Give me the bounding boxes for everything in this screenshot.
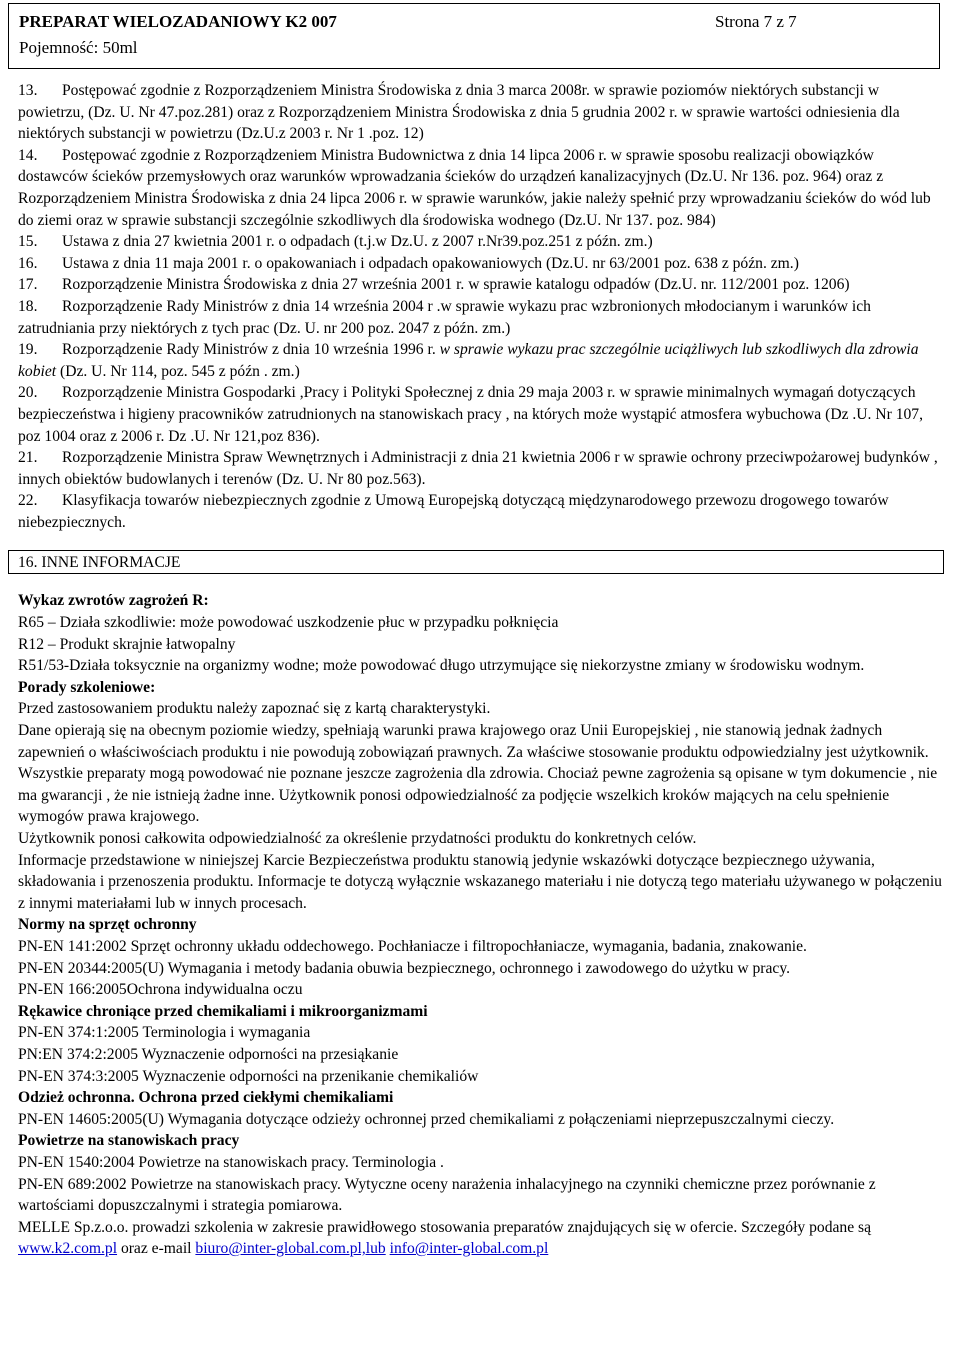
footer-note bbox=[18, 1217, 944, 1260]
item-number: 22. bbox=[18, 492, 38, 510]
email-link-biuro[interactable]: biuro@inter-global.com.pl,lub bbox=[195, 1240, 386, 1258]
gloves-list bbox=[18, 1022, 944, 1087]
item-text-italic: w sprawie wykazu prac szczególnie uciążliwych lub szkodliwych dla zdrowia kobiet bbox=[18, 341, 919, 380]
section-header-box bbox=[8, 550, 944, 574]
text-line: Dane opierają się na obecnym poziomie wiedzy, spełniają warunki prawa krajowego oraz Unii Europejskiej , nie stanowią jednak żadnych zapewnień o właściwościach produktu i nie powodują zobowiązań prawnych. Za właściwe stosowanie produktu odpowiedzialny jest użytkownik. Wszystkie preparaty mogą powodować nie poznane jeszcze zagrożenia dla zdrowia. Chociaż pewne zagrożenia są opisane w tym dokumencie , nie ma gwarancji , że nie istnieją żadne inne. Użytkownik ponosi odpowiedzialność za podjęcie wszelkich kroków mających na celu spełnienie wymogów prawa krajowego. bbox=[18, 722, 938, 826]
gloves-heading: Rękawice chroniące przed chemikaliami i mikroorganizmami bbox=[18, 1002, 428, 1020]
list-item bbox=[18, 296, 944, 339]
item-number: 16. bbox=[18, 254, 38, 272]
item-number: 18. bbox=[18, 297, 38, 315]
text-line: R51/53-Działa toksycznie na organizmy wodne; może powodować długo utrzymujące się niekorzystne zmiany w środowisku wodnym. bbox=[18, 657, 865, 675]
list-item bbox=[18, 339, 944, 382]
item-text: Ustawa z dnia 11 maja 2001 r. o opakowaniach i odpadach opakowaniowych (Dz.U. nr 63/2001 poz. 638 z późn. zm.) bbox=[62, 254, 799, 272]
item-number: 19. bbox=[18, 341, 38, 359]
text-line: PN-EN 20344:2005(U) Wymagania i metody badania obuwia bezpiecznego, ochronnego i zawodowego do użytku w pracy. bbox=[18, 959, 791, 977]
list-item bbox=[18, 490, 944, 533]
item-text: Rozporządzenie Rady Ministrów z dnia 14 września 2004 r .w sprawie wykazu prac wzbronionych młodocianym i warunków ich zatrudniania przy niektórych z tych prac (Dz. U. nr 200 poz. 2047 z późn. zm.) bbox=[18, 297, 871, 337]
list-item bbox=[18, 447, 944, 490]
text-line: PN-EN 374:1:2005 Terminologia i wymagania bbox=[18, 1024, 311, 1042]
text-line: Użytkownik ponosi całkowita odpowiedzialność za określenie przydatności produktu do konkretnych celów. bbox=[18, 830, 697, 847]
document-content bbox=[18, 80, 944, 1260]
item-number: 21. bbox=[18, 449, 38, 467]
section-body bbox=[18, 590, 944, 1259]
text-line: PN-EN 374:3:2005 Wyznaczenie odporności na przenikanie chemikaliów bbox=[18, 1067, 479, 1085]
email-link-info[interactable]: info@inter-global.com.pl bbox=[389, 1240, 549, 1258]
r-phrases-heading: Wykaz zwrotów zagrożeń R: bbox=[18, 592, 209, 610]
item-text: Rozporządzenie Rady Ministrów z dnia 10 września 1996 r. bbox=[62, 341, 440, 359]
ppe-list bbox=[18, 936, 944, 1001]
item-text: Rozporządzenie Ministra Spraw Wewnętrznych i Administracji z dnia 21 kwietnia 2006 r w sprawie ochrony przeciwpożarowej budynków , innych obiektów budowlanych i terenów (Dz. U. Nr 80 poz.563). bbox=[18, 449, 938, 488]
clothing-heading: Odzież ochronna. Ochrona przed ciekłymi chemikaliami bbox=[18, 1089, 394, 1107]
footer-text: oraz e-mail bbox=[117, 1240, 196, 1258]
air-list bbox=[18, 1152, 944, 1217]
item-number: 15. bbox=[18, 233, 38, 251]
page-indicator: Strona 7 z 7 bbox=[715, 12, 797, 31]
text-line: R65 – Działa szkodliwie: może powodować uszkodzenie płuc w przypadku połknięcia bbox=[18, 614, 559, 632]
item-text: Ustawa z dnia 27 kwietnia 2001 r. o odpadach (t.j.w Dz.U. z 2007 r.Nr39.poz.251 z późn. zm.) bbox=[62, 233, 653, 251]
list-item bbox=[18, 274, 944, 296]
text-line: PN-EN 166:2005Ochrona indywidualna oczu bbox=[18, 981, 303, 999]
air-heading: Powietrze na stanowiskach pracy bbox=[18, 1132, 240, 1150]
text-line: PN-EN 141:2002 Sprzęt ochronny układu oddechowego. Pochłaniacze i filtropochłaniacze, wymagania, badania, znakowanie. bbox=[18, 937, 807, 955]
list-item bbox=[18, 253, 944, 275]
item-number: 14. bbox=[18, 146, 38, 164]
item-text: (Dz. U. Nr 114, poz. 545 z późn . zm.) bbox=[56, 362, 300, 380]
item-number: 13. bbox=[18, 82, 38, 99]
text-line: PN-EN 689:2002 Powietrze na stanowiskach pracy. Wytyczne oceny narażenia inhalacyjnego na czynniki chemiczne przez porównanie z wartościami dopuszczalnymi i strategia pomiarowa. bbox=[18, 1175, 876, 1215]
header-box bbox=[8, 3, 940, 69]
r-phrases-list bbox=[18, 612, 944, 677]
ppe-heading: Normy na sprzęt ochronny bbox=[18, 916, 197, 934]
item-number: 20. bbox=[18, 384, 38, 402]
item-text: Postępować zgodnie z Rozporządzeniem Ministra Budownictwa z dnia 14 lipca 2006 r. w sprawie sposobu realizacji obowiązków dostawców ścieków przemysłowych oraz warunków wprowadzania ścieków do urządzeń kanalizacyjnych (Dz.U. Nr 136. poz. 964) oraz z Rozporządzeniem Ministra Środowiska z dnia 24 lipca 2006 r. w sprawie warunków, jakie należy spełnić przy wprowadzaniu ścieków do wód lub do ziemi oraz w sprawie substancji szczególnie szkodliwych dla środowiska wodnego (Dz.U. Nr 137. poz. 984) bbox=[18, 146, 931, 229]
item-text: Rozporządzenie Ministra Środowiska z dnia 27 września 2001 r. w sprawie katalogu odpadów (Dz.U. nr. 112/2001 poz. 1206) bbox=[62, 276, 850, 294]
list-item bbox=[18, 80, 944, 145]
website-link[interactable]: www.k2.com.pl bbox=[18, 1240, 118, 1258]
capacity-label: Pojemność: 50ml bbox=[19, 38, 138, 57]
text-line: R12 – Produkt skrajnie łatwopalny bbox=[18, 635, 236, 653]
regulations-list-continued bbox=[18, 382, 944, 533]
text-line: Informacje przedstawione w niniejszej Karcie Bezpieczeństwa produktu stanowią jedynie wskazówki dotyczące bezpiecznego używania, składowania i przenoszenia produktu. Informacje te dotyczą wyłącznie wskazanego materiału i nie dotyczą tego materiału używanego w połączeniu z innymi materiałami lub w innych procesach. bbox=[18, 851, 942, 912]
footer-text: MELLE Sp.z.o.o. prowadzi szkolenia w zakresie prawidłowego stosowania preparatów znajdujących się w ofercie. Szczegóły podane są bbox=[18, 1218, 872, 1236]
item-text: Rozporządzenie Ministra Gospodarki ,Pracy i Polityki Społecznej z dnia 29 maja 2003 r. w sprawie minimalnych wymagań dotyczących bezpieczeństwa i higieny pracowników zatrudnionych na stanowiskach pracy , na których może wystąpić atmosfera wybuchowa (Dz .U. Nr 107, poz 1004 oraz z 2006 r. Dz .U. Nr 121,poz 836). bbox=[18, 384, 924, 445]
text-line: PN:EN 374:2:2005 Wyznaczenie odporności na przesiąkanie bbox=[18, 1045, 399, 1063]
training-text bbox=[18, 698, 944, 914]
item-text: Klasyfikacja towarów niebezpiecznych zgodnie z Umową Europejską dotyczącą międzynarodowego przewozu drogowego towarów niebezpiecznych. bbox=[18, 492, 889, 531]
text-line: Przed zastosowaniem produktu należy zapoznać się z kartą charakterystyki. bbox=[18, 700, 491, 718]
regulations-list bbox=[18, 80, 944, 339]
item-number: 17. bbox=[18, 276, 38, 294]
text-line: PN-EN 1540:2004 Powietrze na stanowiskach pracy. Terminologia . bbox=[18, 1153, 444, 1171]
clothing-list bbox=[18, 1109, 944, 1131]
list-item bbox=[18, 231, 944, 253]
text-line: PN-EN 14605:2005(U) Wymagania dotyczące odzieży ochronnej przed chemikaliami z połączeniami nieprzepuszczalnymi cieczy. bbox=[18, 1110, 835, 1128]
list-item bbox=[18, 145, 944, 231]
item-text: Postępować zgodnie z Rozporządzeniem Ministra Środowiska z dnia 3 marca 2008r. w sprawie poziomów niektórych substancji w powietrzu, (Dz. U. Nr 47.poz.281) oraz z Rozporządzeniem Ministra Środowiska z dnia 5 grudnia 2002 r. w sprawie wartości odniesienia dla niektórych substancji w powietrzu (Dz.U.z 2003 r. Nr 1 .poz. 12) bbox=[18, 82, 900, 143]
list-item bbox=[18, 382, 944, 447]
training-heading: Porady szkoleniowe: bbox=[18, 678, 156, 696]
product-title: PREPARAT WIELOZADANIOWY K2 007 bbox=[19, 12, 337, 31]
section-title: 16. INNE INFORMACJE bbox=[18, 554, 181, 572]
